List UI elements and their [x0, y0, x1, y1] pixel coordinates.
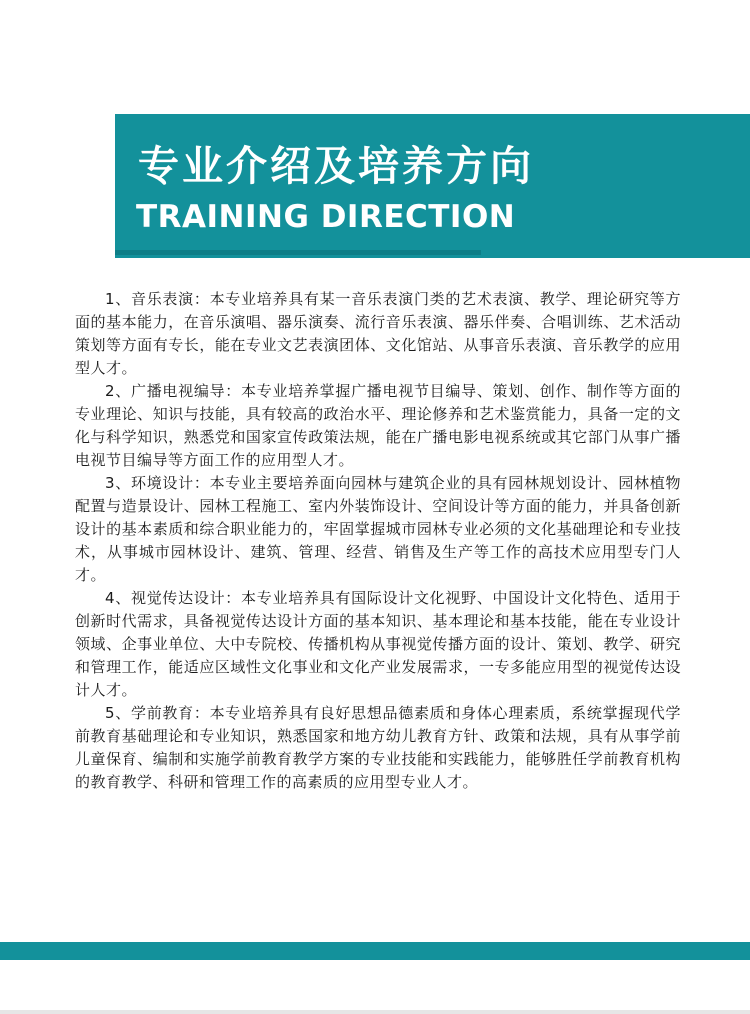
paragraph-visual-communication: 4、视觉传达设计：本专业培养具有国际设计文化视野、中国设计文化特色、适用于创新时代需求，具备视觉传达设计方面的基本知识、基本理论和基本技能，能在专业设计领域、企事业单位、大中专院校、传播机构从事视觉传播方面的设计、策划、教学、研究和管理工作，能适应区域性文化事业和文化产业发展需求，一专多能应用型的视觉传达设计人才。 [75, 589, 681, 699]
title-underline-divider [115, 250, 481, 255]
paragraph-broadcast-directing: 2、广播电视编导：本专业培养掌握广播电视节目编导、策划、创作、制作等方面的专业理论、知识与技能，具有较高的政治水平、理论修养和艺术鉴赏能力，具备一定的文化与科学知识，熟悉党和国家宣传政策法规，能在广播电影电视系统或其它部门从事广播电视节目编导等方面工作的应用型人才。 [75, 382, 681, 469]
paragraph-preschool-education: 5、学前教育：本专业培养具有良好思想品德素质和身体心理素质，系统掌握现代学前教育基础理论和专业知识，熟悉国家和地方幼儿教育方针、政策和法规，具有从事学前儿童保育、编制和实施学前教育教学方案的专业技能和实践能力，能够胜任学前教育机构的教育教学、科研和管理工作的高素质的应用型专业人才。 [75, 704, 681, 791]
page-title: 专业介绍及培养方向 [138, 142, 534, 190]
program-descriptions [75, 288, 681, 794]
bottom-accent-bar [0, 942, 750, 960]
page-subtitle: TRAINING DIRECTION [136, 199, 516, 235]
paragraph-music-performance: 1、音乐表演：本专业培养具有某一音乐表演门类的艺术表演、教学、理论研究等方面的基本能力，在音乐演唱、器乐演奏、流行音乐表演、器乐伴奏、合唱训练、艺术活动策划等方面有专长，能在专业文艺表演团体、文化馆站、从事音乐表演、音乐教学的应用型人才。 [75, 290, 681, 377]
top-white-band [0, 0, 750, 114]
bottom-edge-line [0, 1010, 750, 1014]
paragraph-environment-design: 3、环境设计：本专业主要培养面向园林与建筑企业的具有园林规划设计、园林植物配置与造景设计、园林工程施工、室内外装饰设计、空间设计等方面的能力，并具备创新设计的基本素质和综合职业能力的，牢固掌握城市园林专业必须的文化基础理论和专业技术，从事城市园林设计、建筑、管理、经营、销售及生产等工作的高技术应用型专门人才。 [75, 474, 681, 584]
